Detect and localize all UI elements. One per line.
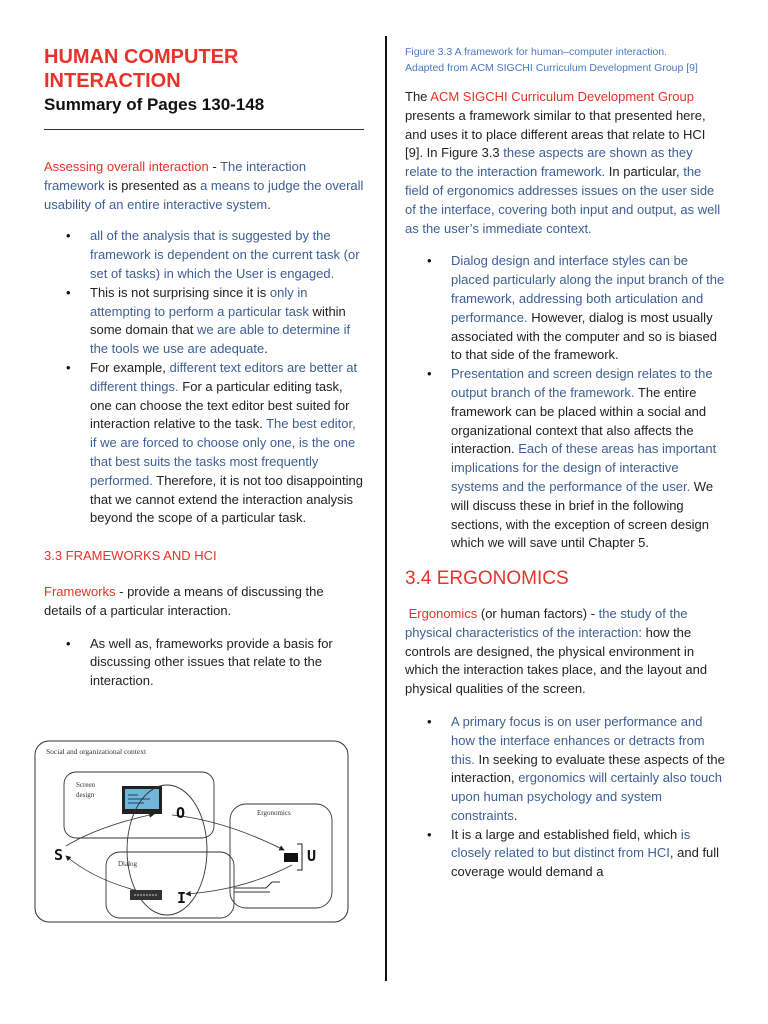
intro-paragraph [44,158,364,214]
title-rule [44,129,364,130]
frameworks-paragraph: Frameworks - provide a means of discussing the details of a particular interaction. [44,583,324,618]
right-column [405,0,727,882]
intro-framework: The interaction framework [44,159,307,193]
list-item: • Dialog design and interface styles can be placed particularly along the input branch of the framework, addressing both articulation and performance. However, dialog is most usually associated with the computer and so is biased to that side of the framework. [451,252,727,365]
intro-period: . [267,196,271,212]
list-item: • Presentation and screen design relates to the output branch of the framework. The entire framework can be placed within a social and organizational context that also affects the interaction. Each of these areas has important implications for the design of interactive systems and the performance of the user. We will discuss these in brief in the following sections, with the exception of screen design which we will save until Chapter 5. [451,365,727,553]
framework-diagram [34,740,349,923]
figure-caption-line2: Adapted from ACM SIGCHI Curriculum Development Group [9] [405,62,698,74]
list-item: • all of the analysis that is suggested by the framework is dependent on the current task (or set of tasks) in which the User is engaged. [90,227,364,283]
intro-text: is presented as [104,177,201,193]
node-system: S [54,846,64,864]
intro-term: Assessing overall interaction [44,159,209,174]
section-heading-ergonomics: 3.4 ERGONOMICS [405,568,569,590]
left-column [44,0,364,691]
input-device-icon [284,853,298,862]
sigchi-paragraph: The ACM SIGCHI Curriculum Development Group presents a framework similar to that presented here, and uses it to place different areas that relate to HCI [9]. In Figure 3.3 these aspects are shown as they relate to the interaction framework. In particular, the field of ergonomics addresses issues on the user side of the interface, covering both input and output, as well as the user’s immediate context. [405,89,721,236]
list-item: • A primary focus is on user performance and how the interface enhances or detracts from this. In seeking to evaluate these aspects of the interaction, ergonomics will certainly also touch upon human psychology and system constraints. [451,713,727,826]
node-user: U [307,847,317,865]
social-context-label: Social and organizational context [46,747,147,756]
dialog-label: Dialog [118,860,138,868]
page-subtitle: Summary of Pages 130-148 [44,95,265,114]
design-bullet-list [405,252,727,553]
list-item: • It is a large and established field, which is closely related to but distinct from HCI, and full coverage would demand a [451,826,727,882]
social-context-box [35,741,348,922]
frameworks-bullet-list [44,635,364,691]
screen-label-line2: design [76,791,95,799]
list-item: • This is not surprising since it is only in attempting to perform a particular task within some domain that we are able to determine if the tools we use are adequate. [90,284,364,359]
node-input: I [177,889,187,907]
list-item: • As well as, frameworks provide a basis for discussing other issues that relate to the interaction. [90,635,364,691]
intro-dash: - [208,159,221,174]
list-item: • For example, different text editors are better at different things. For a particular editing task, one can choose the text editor best suited for interaction relative to the task. The best editor, if we are forced to choose only one, is the one that best suits the tasks most frequently performed. Therefore, it is not too disappointing that we cannot extend the interaction analysis beyond the scope of a particular task. [90,359,364,528]
section-heading-frameworks: 3.3 FRAMEWORKS AND HCI [44,548,217,564]
figure-caption-line1: Figure 3.3 A framework for human–computer interaction. [405,46,668,58]
column-divider [385,36,387,981]
node-output: O [176,804,186,822]
analysis-bullet-list [44,227,364,528]
ergonomics-bullet-list [405,713,727,882]
intro-means: a means to judge the overall usability of an entire interactive system [44,177,364,212]
ergonomics-label: Ergonomics [257,809,291,817]
page-title: HUMAN COMPUTER INTERACTION [44,46,239,92]
ergonomics-paragraph: Ergonomics (or human factors) - the study of the physical characteristics of the interaction: how the controls are designed, the physical environment in which the interaction takes place, and the layout and physical qualities of the screen. [405,605,708,697]
screen-label-line1: Screen [76,781,96,789]
